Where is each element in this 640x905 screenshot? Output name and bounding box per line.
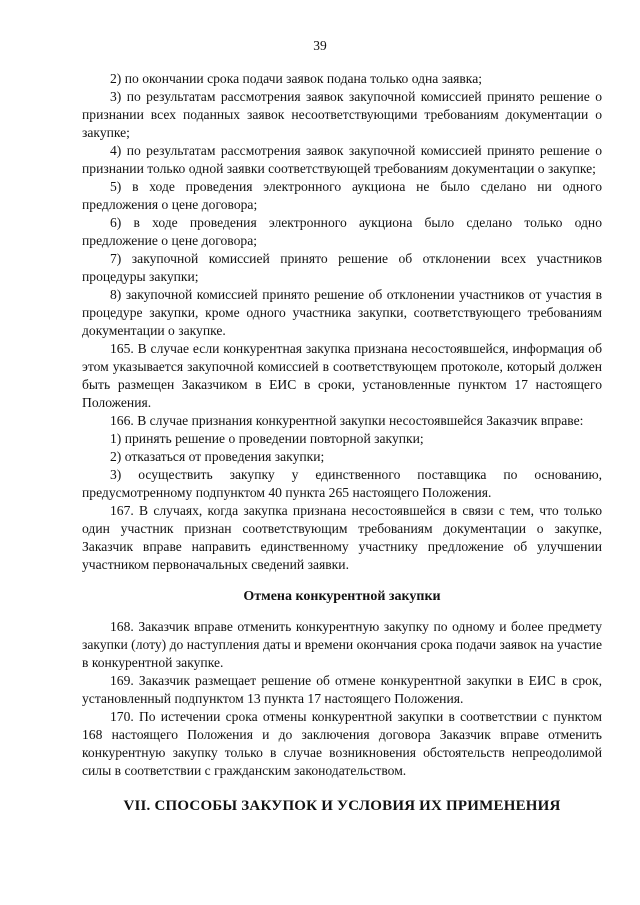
section-heading: Отмена конкурентной закупки [243,589,441,604]
page-content [82,70,602,816]
paragraph-item-6: 6) в ходе проведения электронного аукциона было сделано только одно предложение о цене договора; [82,215,602,248]
paragraph-clause-169: 169. Заказчик размещает решение об отмене конкурентной закупки в ЕИС в срок, установленный подпунктом 13 пункта 17 настоящего Положения. [82,673,602,706]
page-number: 39 [313,38,327,53]
paragraph-clause-165: 165. В случае если конкурентная закупка признана несостоявшейся, информация об этом указывается закупочной комиссией в соответствующем протоколе, который должен быть размещен Заказчиком в ЕИС в сроки, установленные пунктом 17 настоящего Положения. [82,341,602,410]
paragraph-item-8: 8) закупочной комиссией принято решение об отклонении участников от участия в процедуре закупки, кроме одного участника закупки, соответствующего требованиям документации о закупке. [82,287,602,338]
chapter-heading: VII. СПОСОБЫ ЗАКУПОК И УСЛОВИЯ ИХ ПРИМЕНЕНИЯ [123,798,561,814]
paragraph-clause-166: 166. В случае признания конкурентной закупки несостоявшейся Заказчик вправе: [110,413,584,428]
paragraph-subitem-3: 3) осуществить закупку у единственного поставщика по основанию, предусмотренному подпунктом 40 пункта 265 настоящего Положения. [82,467,602,500]
paragraph-subitem-1: 1) принять решение о проведении повторной закупки; [110,431,424,446]
paragraph-item-4: 4) по результатам рассмотрения заявок закупочной комиссией принято решение о признании только одной заявки соответствующей требованиям документации о закупке; [82,143,602,176]
paragraph-item-5: 5) в ходе проведения электронного аукциона не было сделано ни одного предложения о цене договора; [82,179,602,212]
paragraph-item-7: 7) закупочной комиссией принято решение об отклонении всех участников процедуры закупки; [82,251,602,284]
paragraph-subitem-2: 2) отказаться от проведения закупки; [110,449,325,464]
paragraph-item-3: 3) по результатам рассмотрения заявок закупочной комиссией принято решение о признании всех поданных заявок несоответствующими требованиям документации о закупке; [82,89,602,140]
paragraph-clause-170: 170. По истечении срока отмены конкурентной закупки в соответствии с пунктом 168 настоящего Положения и до заключения договора Заказчик вправе отменить конкурентную закупку только в случае возникновения обстоятельств непреодолимой силы в соответствии с гражданским законодательством. [82,709,602,778]
paragraph-clause-168: 168. Заказчик вправе отменить конкурентную закупку по одному и более предмету закупки (лоту) до наступления даты и времени окончания срока подачи заявок на участие в конкурентной закупке. [82,619,602,670]
paragraph-clause-167: 167. В случаях, когда закупка признана несостоявшейся в связи с тем, что только один участник признан соответствующим требованиям документации о закупке, Заказчик вправе направить единственному участнику предложение об улучшении участником первоначальных сведений заявки. [82,503,602,572]
paragraph-item-2: 2) по окончании срока подачи заявок подана только одна заявка; [110,71,483,86]
